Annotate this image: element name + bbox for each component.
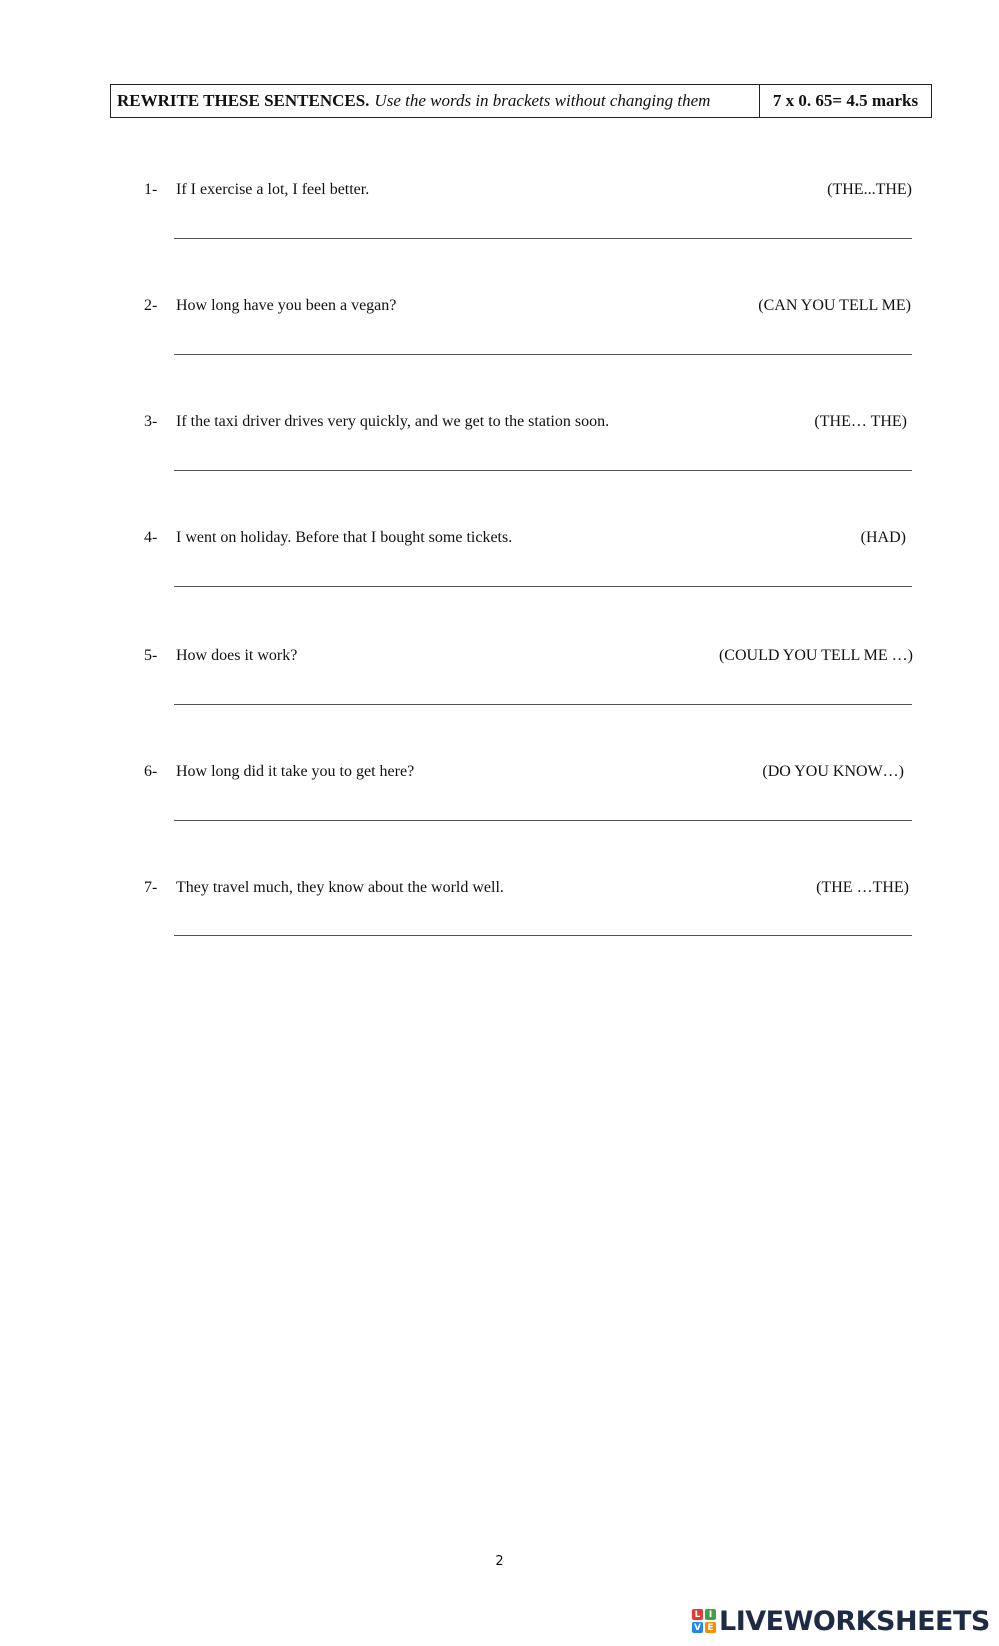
- question-number: 2-: [144, 297, 158, 314]
- question-hint: (THE… THE): [814, 413, 907, 430]
- question-item: [144, 529, 912, 549]
- answer-line[interactable]: [174, 935, 912, 936]
- instruction-header: [110, 84, 932, 118]
- question-text: I went on holiday. Before that I bought some tickets.: [176, 529, 513, 546]
- question-item: [144, 413, 912, 433]
- question-item: [144, 763, 912, 783]
- question-hint: (HAD): [860, 529, 906, 546]
- question-number: 4-: [144, 529, 158, 546]
- logo-icon: [692, 1609, 716, 1633]
- logo-letter: E: [705, 1622, 716, 1633]
- question-text: How does it work?: [176, 647, 298, 664]
- question-hint: (THE …THE): [816, 879, 909, 896]
- question-text: If I exercise a lot, I feel better.: [176, 181, 370, 198]
- instruction-cell: [111, 85, 760, 117]
- question-text: How long have you been a vegan?: [176, 297, 397, 314]
- answer-line[interactable]: [174, 586, 912, 587]
- question-text: They travel much, they know about the world well.: [176, 879, 504, 896]
- instruction-title: REWRITE THESE SENTENCES.: [117, 91, 370, 110]
- question-number: 7-: [144, 879, 158, 896]
- question-item: [144, 181, 912, 201]
- question-number: 3-: [144, 413, 158, 430]
- marks-cell: 7 x 0. 65= 4.5 marks: [772, 91, 919, 110]
- question-hint: (CAN YOU TELL ME): [758, 297, 911, 314]
- logo-letter: L: [692, 1609, 703, 1620]
- instruction-subtitle: Use the words in brackets without changing them: [374, 91, 711, 110]
- logo-text: LIVEWORKSHEETS: [719, 1605, 990, 1637]
- answer-line[interactable]: [174, 354, 912, 355]
- logo-letter: I: [705, 1609, 716, 1620]
- question-hint: (DO YOU KNOW…): [762, 763, 904, 780]
- question-text: If the taxi driver drives very quickly, and we get to the station soon.: [176, 413, 610, 430]
- answer-line[interactable]: [174, 704, 912, 705]
- question-hint: (COULD YOU TELL ME …): [718, 647, 913, 664]
- question-item: [144, 879, 912, 899]
- question-number: 6-: [144, 763, 158, 780]
- question-item: [144, 297, 912, 317]
- question-text: How long did it take you to get here?: [176, 763, 415, 780]
- page-number: 2: [495, 1554, 504, 1569]
- question-number: 1-: [144, 181, 158, 198]
- answer-line[interactable]: [174, 470, 912, 471]
- answer-line[interactable]: [174, 238, 912, 239]
- liveworksheets-logo: [692, 1606, 990, 1636]
- logo-letter: V: [692, 1622, 703, 1633]
- question-hint: (THE...THE): [827, 181, 912, 198]
- question-number: 5-: [144, 647, 158, 664]
- question-item: [144, 647, 912, 667]
- answer-line[interactable]: [174, 820, 912, 821]
